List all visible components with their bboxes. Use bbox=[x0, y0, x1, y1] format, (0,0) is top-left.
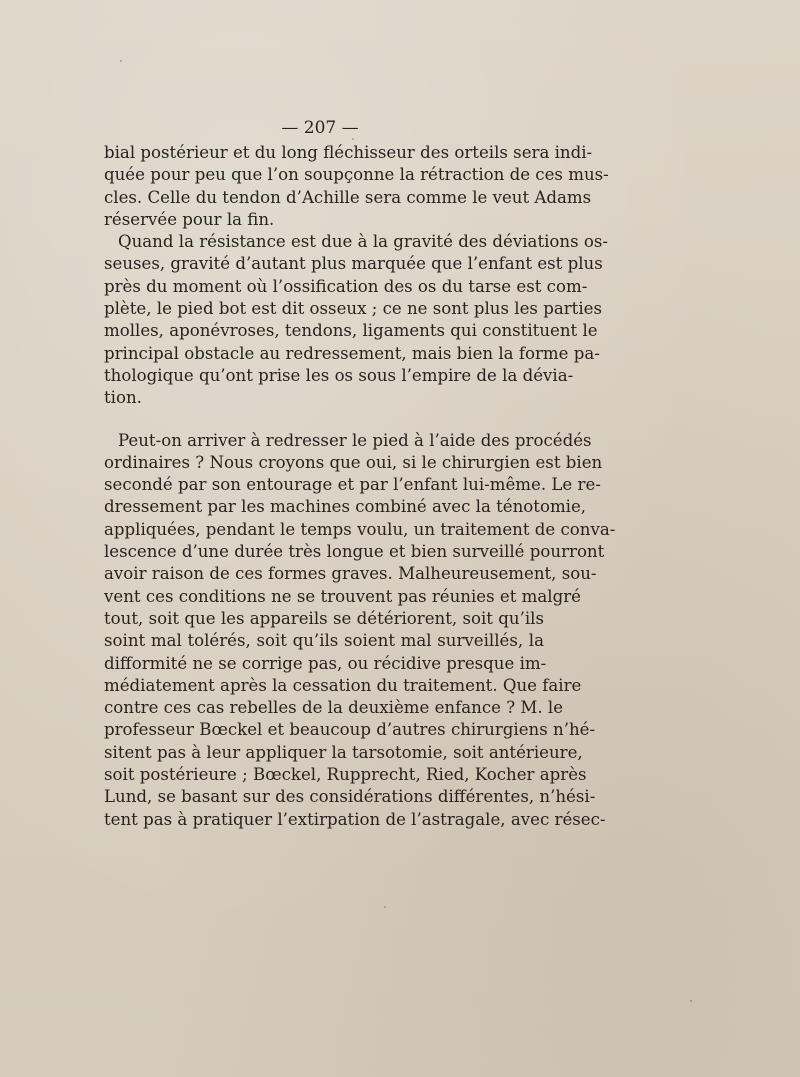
text-line: lescence d’une durée très longue et bien surveillé pourront bbox=[104, 542, 605, 562]
text-line: Lund, se basant sur des considérations différentes, n’hési- bbox=[104, 787, 596, 807]
text-line: soit postérieure ; Bœckel, Rupprecht, Ried, Kocher après bbox=[104, 765, 587, 785]
text-line: sitent pas à leur appliquer la tarsotomie, soit antérieure, bbox=[104, 742, 583, 762]
paragraph-2 bbox=[104, 232, 608, 410]
text-line: tent pas à pratiquer l’extirpation de l’astragale, avec résec- bbox=[104, 809, 606, 829]
text-line: principal obstacle au redressement, mais bien la forme pa- bbox=[104, 343, 600, 363]
paper-speck bbox=[690, 1000, 692, 1002]
text-line: plète, le pied bot est dit osseux ; ce ne sont plus les parties bbox=[104, 299, 602, 319]
text-line: médiatement après la cessation du traitement. Que faire bbox=[104, 675, 582, 695]
text-line: Peut-on arriver à redresser le pied à l’aide des procédés bbox=[118, 430, 592, 450]
paragraph-1 bbox=[104, 143, 609, 232]
text-line: Quand la résistance est due à la gravité des déviations os- bbox=[118, 232, 608, 252]
text-line: cles. Celle du tendon d’Achille sera comme le veut Adams bbox=[104, 187, 592, 207]
text-line: professeur Bœckel et beaucoup d’autres chirurgiens n’hé- bbox=[104, 720, 596, 740]
text-line: tion. bbox=[104, 388, 142, 408]
text-line: avoir raison de ces formes graves. Malheureusement, sou- bbox=[104, 564, 597, 584]
text-line: soint mal tolérés, soit qu’ils soient mal surveillés, la bbox=[104, 631, 544, 651]
text-line: réservée pour la fin. bbox=[104, 209, 275, 229]
paper-speck bbox=[352, 138, 354, 140]
paper-speck bbox=[384, 906, 386, 908]
text-line: près du moment où l’ossification des os du tarse est com- bbox=[104, 276, 588, 296]
text-line: vent ces conditions ne se trouvent pas réunies et malgré bbox=[104, 586, 581, 606]
text-line: dressement par les machines combiné avec la ténotomie, bbox=[104, 497, 587, 517]
text-line: contre ces cas rebelles de la deuxième enfance ? M. le bbox=[104, 698, 564, 718]
text-line: molles, aponévroses, tendons, ligaments qui constituent le bbox=[104, 321, 598, 341]
text-line: seuses, gravité d’autant plus marquée que l’enfant est plus bbox=[104, 254, 603, 274]
text-line: tout, soit que les appareils se détériorent, soit qu’ils bbox=[104, 608, 544, 628]
text-line: bial postérieur et du long fléchisseur des orteils sera indi- bbox=[104, 143, 593, 162]
paragraph-3 bbox=[104, 430, 616, 832]
text-line: ordinaires ? Nous croyons que oui, si le chirurgien est bien bbox=[104, 452, 603, 472]
paragraph-spacer bbox=[104, 411, 544, 431]
text-line: difformité ne se corrige pas, ou récidive presque im- bbox=[104, 653, 547, 673]
body-text bbox=[104, 143, 616, 832]
text-line: appliquées, pendant le temps voulu, un traitement de conva- bbox=[104, 519, 616, 539]
text-line: secondé par son entourage et par l’enfant lui-même. Le re- bbox=[104, 475, 601, 495]
text-line: quée pour peu que l’on soupçonne la rétraction de ces mus- bbox=[104, 165, 609, 185]
page-number: — 207 — bbox=[281, 118, 359, 138]
text-line: thologique qu’ont prise les os sous l’empire de la dévia- bbox=[104, 365, 574, 385]
paper-speck bbox=[120, 60, 122, 62]
